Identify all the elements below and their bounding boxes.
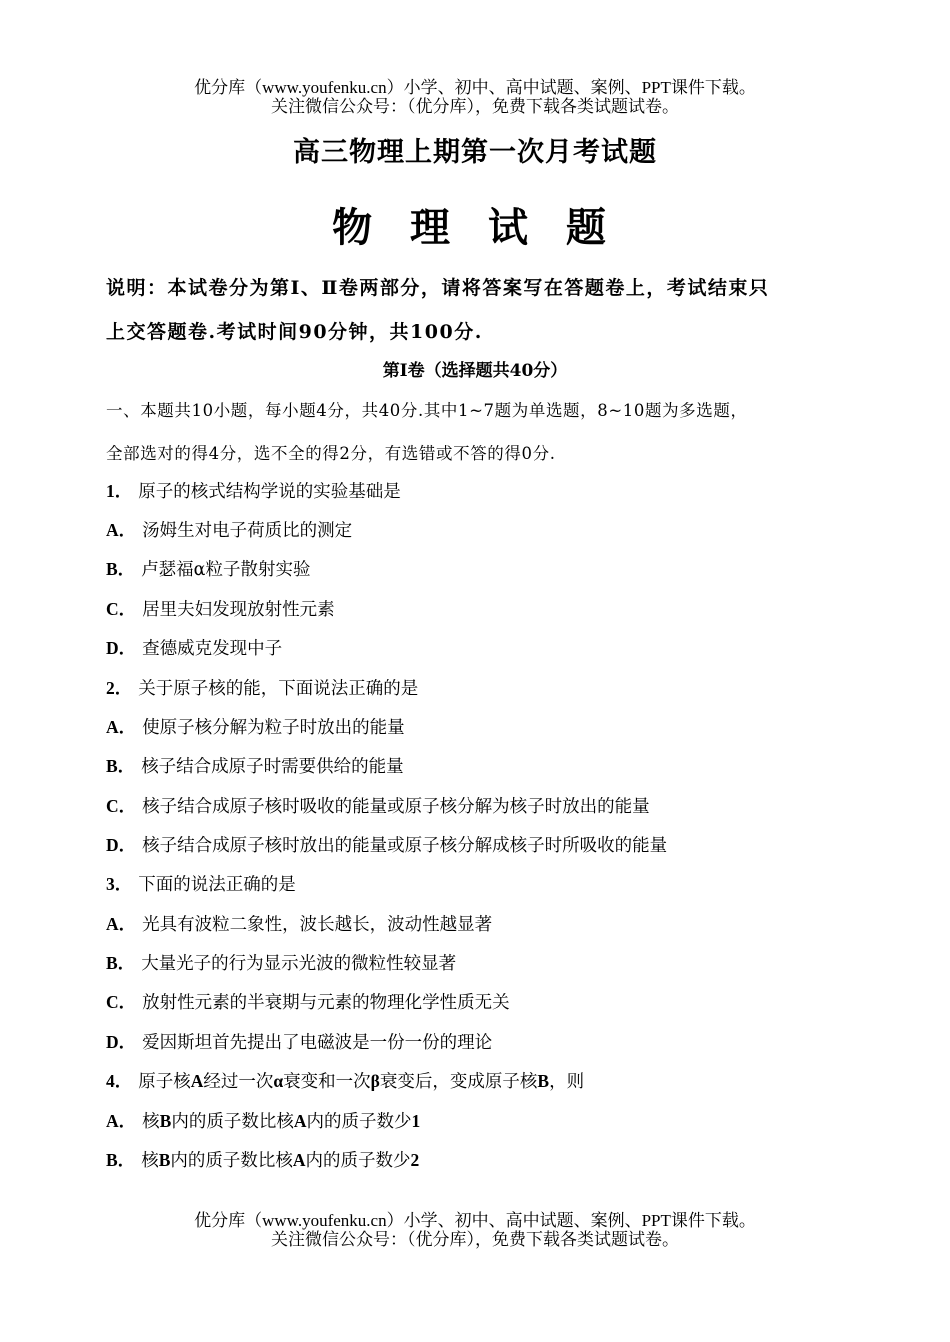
q1-option-b (106, 556, 311, 581)
option-label: D． (106, 1032, 137, 1052)
section-title: 第Ⅰ卷（选择题共40分） (382, 361, 568, 381)
beta-symbol: β (370, 1071, 380, 1091)
option-text: 光具有波粒二象性，波长越长，波动性越显著 (142, 915, 493, 935)
question-text-part: ，则 (549, 1072, 585, 1092)
option-text: 核子结合成原子核时吸收的能量或原子核分解为核子时放出的能量 (142, 797, 650, 817)
option-label: C． (106, 992, 137, 1012)
page-title: 物 理 试 题 (332, 204, 618, 251)
option-label: B． (106, 756, 136, 776)
nucleus-b-symbol: B (537, 1071, 550, 1091)
option-label: A． (106, 914, 137, 934)
option-text-part: 内的质子数比核 (170, 1151, 293, 1171)
option-text: 居里夫妇发现放射性元素 (142, 600, 335, 620)
question-text: 关于原子核的能，下面说法正确的是 (138, 679, 419, 699)
nucleus-symbol: B (158, 1150, 171, 1170)
option-label: A． (106, 520, 137, 540)
question-number: 3． (106, 874, 133, 894)
nucleus-symbol: A (293, 1111, 307, 1131)
question-2 (106, 675, 418, 700)
footer-promo-line-2: 关注微信公众号：（优分库），免费下载各类试题试卷。 (271, 1230, 679, 1249)
q1-option-a (106, 517, 352, 542)
option-label: D． (106, 835, 137, 855)
question-text-part: 衰变后，变成原子核 (379, 1072, 538, 1092)
q2-option-a (106, 714, 405, 739)
nucleus-symbol: B (159, 1111, 172, 1131)
q1-option-d (106, 635, 282, 660)
q2-option-b (106, 753, 404, 778)
option-text: 放射性元素的半衰期与元素的物理化学性质无关 (142, 993, 510, 1013)
option-text: 查德威克发现中子 (142, 639, 283, 659)
question-3 (106, 871, 296, 896)
header-promo-line-1: 优分库（www.youfenku.cn）小学、初中、高中试题、案例、PPT课件下载。 (194, 78, 756, 97)
option-text: 汤姆生对电子荷质比的测定 (142, 521, 353, 541)
exam-note-line-1: 说明：本试卷分为第Ⅰ、Ⅱ卷两部分，请将答案写在答题卷上，考试结束只 (106, 277, 770, 299)
option-text: 卢瑟福α粒子散射实验 (141, 560, 311, 580)
nucleus-a-symbol: A (190, 1071, 204, 1091)
question-text-part: 衰变和一次 (283, 1072, 371, 1092)
option-label: B． (106, 559, 136, 579)
q2-option-d (106, 832, 667, 857)
proton-count: 2 (410, 1150, 420, 1170)
option-text-part: 内的质子数比核 (171, 1112, 294, 1132)
question-1 (106, 478, 401, 503)
option-text: 爱因斯坦首先提出了电磁波是一份一份的理论 (142, 1033, 493, 1053)
option-label: A． (106, 1111, 137, 1131)
q2-option-c (106, 793, 650, 818)
question-number: 2． (106, 678, 133, 698)
question-text: 原子的核式结构学说的实验基础是 (138, 482, 401, 502)
option-label: D． (106, 638, 137, 658)
q3-option-a (106, 911, 492, 936)
question-number: 1． (106, 481, 133, 501)
q1-option-c (106, 596, 335, 621)
option-text: 使原子核分解为粒子时放出的能量 (142, 718, 405, 738)
exam-subtitle: 高三物理上期第一次月考试题 (293, 137, 657, 168)
option-text-part: 核 (142, 1112, 160, 1132)
instructions-line-2: 全部选对的得4分，选不全的得2分，有选错或不答的得0分. (106, 444, 556, 463)
option-label: B． (106, 1150, 136, 1170)
option-text: 大量光子的行为显示光波的微粒性较显著 (141, 954, 457, 974)
q3-option-b (106, 950, 456, 975)
q3-option-c (106, 989, 510, 1014)
alpha-symbol: α (273, 1071, 284, 1091)
option-text: 核子结合成原子时需要供给的能量 (141, 757, 404, 777)
instructions-line-1: 一、本题共10小题，每小题4分，共40分.其中1~7题为单选题，8~10题为多选题， (106, 401, 748, 420)
q4-option-a (106, 1108, 420, 1133)
option-label: C． (106, 599, 137, 619)
question-4 (106, 1068, 584, 1093)
q4-option-b (106, 1147, 419, 1172)
option-text: 核子结合成原子核时放出的能量或原子核分解成核子时所吸收的能量 (142, 836, 668, 856)
q3-option-d (106, 1029, 492, 1054)
option-label: A． (106, 717, 137, 737)
exam-note-line-2: 上交答题卷.考试时间90分钟，共100分. (106, 321, 483, 343)
option-label: C． (106, 796, 137, 816)
question-number: 4． (106, 1071, 133, 1091)
proton-count: 1 (411, 1111, 421, 1131)
header-promo-line-2: 关注微信公众号：（优分库），免费下载各类试题试卷。 (271, 97, 679, 116)
footer-promo-line-1: 优分库（www.youfenku.cn）小学、初中、高中试题、案例、PPT课件下载。 (194, 1211, 756, 1230)
option-text-part: 内的质子数少 (306, 1112, 412, 1132)
nucleus-symbol: A (292, 1150, 306, 1170)
option-text-part: 内的质子数少 (305, 1151, 411, 1171)
question-text-part: 经过一次 (203, 1072, 274, 1092)
question-text-part: 原子核 (138, 1072, 191, 1092)
question-text: 下面的说法正确的是 (138, 875, 296, 895)
option-label: B． (106, 953, 136, 973)
option-text-part: 核 (141, 1151, 159, 1171)
